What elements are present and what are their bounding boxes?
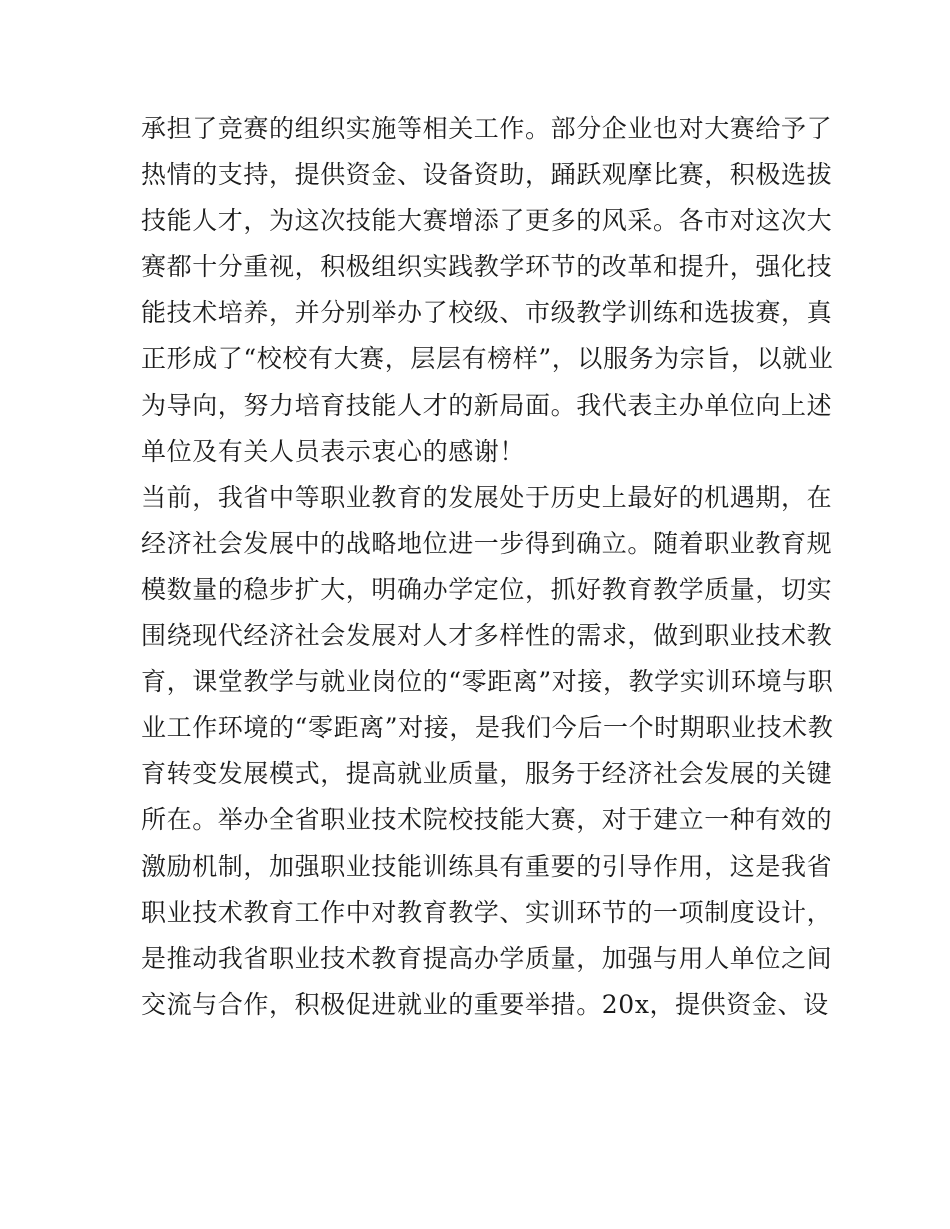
text-line: 承担了竞赛的组织实施等相关工作。部分企业也对大赛给予了 (141, 114, 833, 143)
text-line: 交流与合作，积极促进就业的重要举措。20x，提供资金、设 (141, 989, 829, 1019)
text-line: 当前，我省中等职业教育的发展处于历史上最好的机遇期，在 (141, 482, 833, 512)
text-line: 是推动我省职业技术教育提高办学质量，加强与用人单位之间 (141, 943, 833, 973)
text-line: 所在。举办全省职业技术院校技能大赛，对于建立一种有效的 (141, 805, 833, 835)
text-line: 激励机制，加强职业技能训练具有重要的引导作用，这是我省 (141, 851, 833, 881)
text-line: 单位及有关人员表示衷心的感谢！ (141, 436, 526, 466)
text-line: 育，课堂教学与就业岗位的“零距离”对接，教学实训环境与职 (141, 667, 834, 697)
text-line: 赛都十分重视，积极组织实践教学环节的改革和提升，强化技 (141, 252, 833, 282)
text-line: 育转变发展模式，提高就业质量，服务于经济社会发展的关键 (141, 759, 833, 789)
text-line: 模数量的稳步扩大，明确办学定位，抓好教育教学质量，切实 (141, 574, 833, 604)
text-line: 围绕现代经济社会发展对人才多样性的需求，做到职业技术教 (141, 621, 833, 651)
body-text (141, 106, 834, 1028)
text-line: 经济社会发展中的战略地位进一步得到确立。随着职业教育规 (141, 528, 833, 558)
text-line: 热情的支持，提供资金、设备资助，踊跃观摩比赛，积极选拔 (141, 160, 833, 190)
text-line: 技能人才，为这次技能大赛增添了更多的风采。各市对这次大 (141, 206, 833, 236)
text-line: 正形成了“校校有大赛，层层有榜样”，以服务为宗旨，以就业 (141, 344, 834, 374)
text-line: 为导向，努力培育技能人才的新局面。我代表主办单位向上述 (141, 390, 833, 420)
text-line: 业工作环境的“零距离”对接，是我们今后一个时期职业技术教 (141, 713, 834, 743)
text-line: 能技术培养，并分别举办了校级、市级教学训练和选拔赛，真 (141, 298, 833, 328)
text-line: 职业技术教育工作中对教育教学、实训环节的一项制度设计， (141, 897, 833, 927)
